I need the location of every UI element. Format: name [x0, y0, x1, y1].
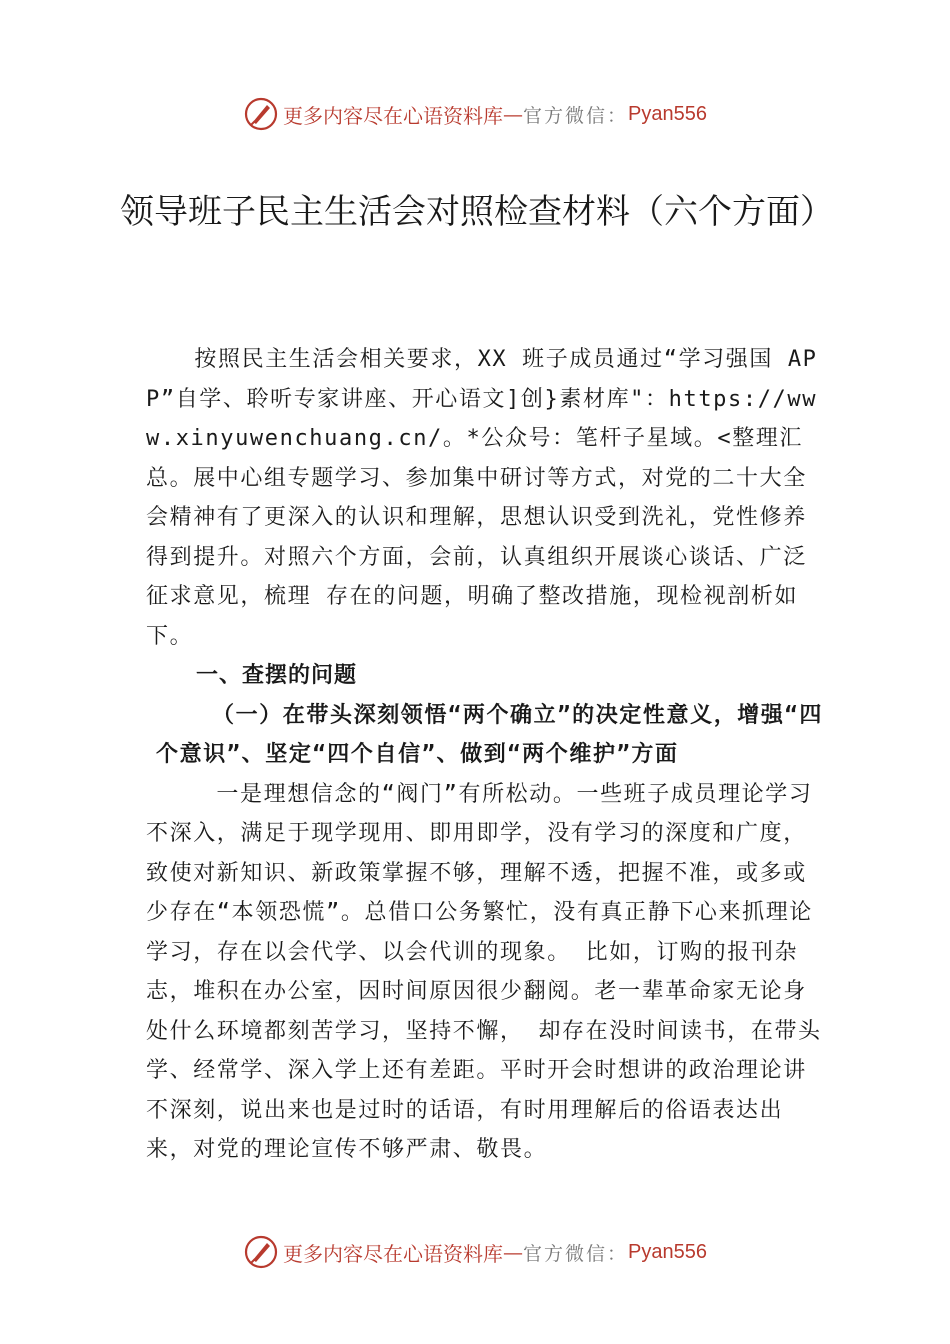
banner-wechat-label: 官方微信： — [523, 104, 629, 127]
document-title: 领导班子民主生活会对照检查材料（六个方面） — [120, 192, 834, 232]
banner-slogan: 更多内容尽在心语资料库 — [283, 1241, 503, 1266]
footer-watermark-banner — [0, 1232, 950, 1272]
quill-logo-icon — [243, 1234, 279, 1270]
banner-wechat-label: 官方微信： — [523, 1242, 629, 1265]
document-body — [146, 340, 826, 1170]
banner-dash: — — [503, 102, 523, 126]
intro-paragraph: 按照民主生活会相关要求，XX 班子成员通过“学习强国 APP”自学、聆听专家讲座、开心语文]创}素材库"：https://www.xinyuwenchuang.cn/。*公众号：笔杆子星域。<整理汇总。展中心组专题学习、参加集中研讨等方式，对党的二十大全会精神有了更深入的认识和理解，思想认识受到洗礼，党性修养得到提升。对照六个方面，会前，认真组织开展谈心谈话、广泛征求意见，梳理 存在的问题，明确了整改措施，现检视剖析如下。 — [146, 347, 818, 649]
header-watermark-banner — [0, 94, 950, 134]
banner-wechat-id: Pyan556 — [628, 1240, 707, 1263]
subsection-heading: （一）在带头深刻领悟“两个确立”的决定性意义，增强“四个意识”、坚定“四个自信”、做到“两个维护”方面 — [156, 702, 823, 767]
section-heading: 一、查摆的问题 — [196, 663, 358, 688]
banner-slogan: 更多内容尽在心语资料库 — [283, 103, 503, 128]
banner-wechat-id: Pyan556 — [628, 102, 707, 125]
quill-logo-icon — [243, 96, 279, 132]
body-paragraph: 一是理想信念的“阀门”有所松动。一些班子成员理论学习不深入，满足于现学现用、即用即学，没有学习的深度和广度，致使对新知识、新政策掌握不够，理解不透，把握不准，或多或少存在“本领恐慌”。总借口公务繁忙，没有真正静下心来抓理论学习，存在以会代学、以会代训的现象。 比如，订购的报刊杂志，堆积在办公室，因时间原因很少翻阅。老一辈革命家无论身处什么环境都刻苦学习，坚持不懈， 却存在没时间读书，在带头学、经常学、深入学上还有差距。平时开会时想讲的政治理论讲不深刻，说出来也是过时的话语，有时用理解后的俗语表达出来，对党的理论宣传不够严肃、敬畏。 — [146, 781, 822, 1162]
banner-dash: — — [503, 1240, 523, 1264]
